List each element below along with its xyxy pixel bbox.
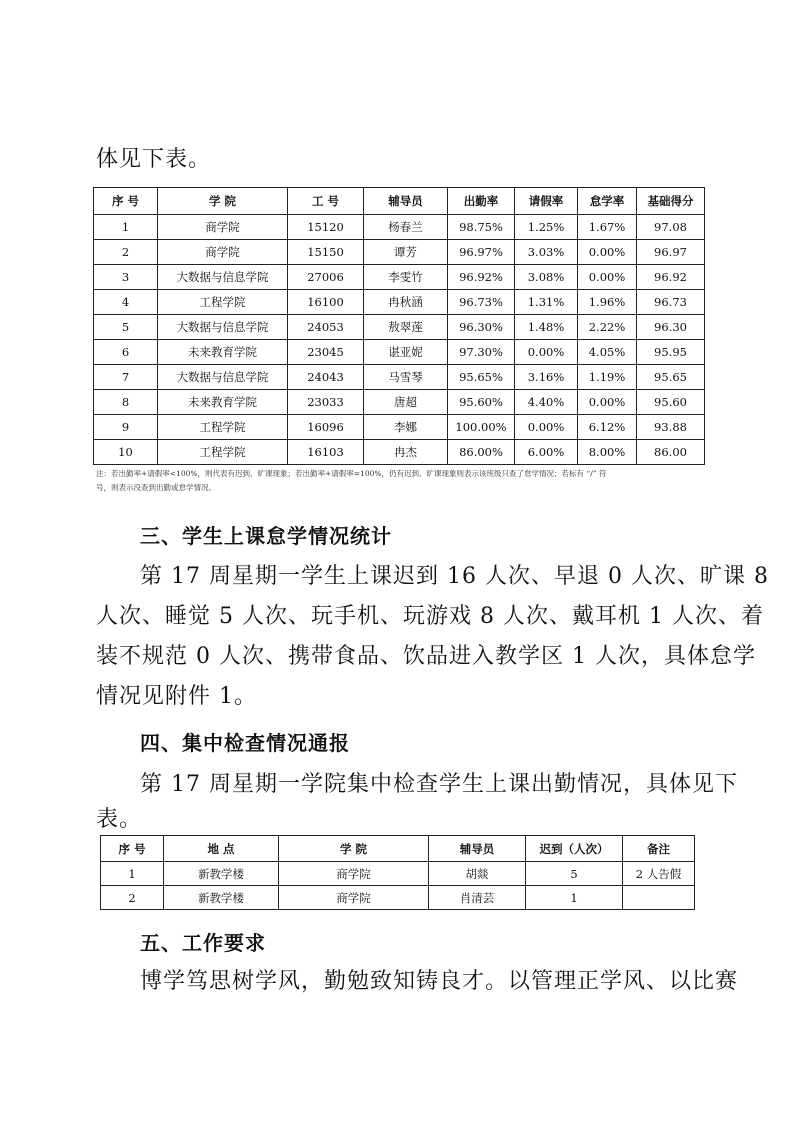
table-cell: 大数据与信息学院 [158,365,288,390]
table-cell: 1 [101,862,164,886]
table-cell: 0.00% [515,415,578,440]
table-cell: 6.12% [578,415,637,440]
table-row [94,415,705,440]
table-cell: 唐超 [364,390,448,415]
table-cell: 95.65 [637,365,705,390]
table-row [94,315,705,340]
section-3-line-2: 人次、睡觉 5 人次、玩手机、玩游戏 8 人次、戴耳机 1 人次、着 [96,604,764,629]
table-cell: 3.08% [515,265,578,290]
col-header-index: 序 号 [101,836,164,862]
table-cell: 商学院 [158,240,288,265]
table-cell: 冉秋涵 [364,290,448,315]
table-cell: 96.30% [448,315,515,340]
table-cell: 96.92 [637,265,705,290]
table-cell: 96.73 [637,290,705,315]
table-row [94,290,705,315]
table-cell: 6 [94,340,158,365]
table-cell: 24053 [288,315,364,340]
table-cell: 2 [101,886,164,910]
col-header-location: 地 点 [164,836,279,862]
table-cell: 工程学院 [158,290,288,315]
table-cell: 1 [94,215,158,240]
table-cell: 5 [94,315,158,340]
col-header-leave: 请假率 [515,188,578,215]
table-cell: 1.19% [578,365,637,390]
table-row [94,440,705,465]
table-cell: 96.92% [448,265,515,290]
table-cell: 95.95 [637,340,705,365]
col-header-late-count: 迟到（人次） [526,836,623,862]
table-note-line-1: 注：若出勤率+请假率<100%，则代表有迟到、旷课现象；若出勤率+请假率=100%，仍有迟到、旷课现象则表示该班级只查了怠学情况；若标有 “/” 符 [96,469,607,478]
table-cell: 97.08 [637,215,705,240]
table-cell: 2 [94,240,158,265]
table-cell: 1 [526,886,623,910]
table-row [101,886,695,910]
intro-text: 体见下表。 [96,147,212,172]
table-cell: 新教学楼 [164,862,279,886]
table-cell: 9 [94,415,158,440]
table-cell: 工程学院 [158,440,288,465]
table-cell: 未来教育学院 [158,340,288,365]
table-cell: 0.00% [578,265,637,290]
table-cell: 23045 [288,340,364,365]
table-cell: 86.00% [448,440,515,465]
table-cell: 未来教育学院 [158,390,288,415]
col-header-staff-id: 工 号 [288,188,364,215]
inspection-table [100,835,695,910]
table-cell: 6.00% [515,440,578,465]
table-cell: 3.03% [515,240,578,265]
table-cell: 0.00% [578,240,637,265]
col-header-index: 序 号 [94,188,158,215]
section-5-heading: 五、工作要求 [140,931,266,955]
table-cell [623,886,695,910]
table-cell: 工程学院 [158,415,288,440]
table-cell: 93.88 [637,415,705,440]
table-cell: 95.65% [448,365,515,390]
table-row [101,862,695,886]
table-cell: 胡燚 [429,862,526,886]
table-cell: 李雯竹 [364,265,448,290]
section-4-heading: 四、集中检查情况通报 [140,731,350,755]
table-cell: 1.31% [515,290,578,315]
table-cell: 8 [94,390,158,415]
table-cell: 杨春兰 [364,215,448,240]
table-cell: 1.67% [578,215,637,240]
table-cell: 新教学楼 [164,886,279,910]
table-cell: 4.40% [515,390,578,415]
table-cell: 马雪琴 [364,365,448,390]
table-cell: 2.22% [578,315,637,340]
table-cell: 肖清芸 [429,886,526,910]
table-cell: 4.05% [578,340,637,365]
col-header-score: 基础得分 [637,188,705,215]
table-cell: 86.00 [637,440,705,465]
col-header-idle: 怠学率 [578,188,637,215]
table-cell: 95.60 [637,390,705,415]
table-cell: 96.97% [448,240,515,265]
table-header-row [101,836,695,862]
table-cell: 谭芳 [364,240,448,265]
table-cell: 98.75% [448,215,515,240]
table-cell: 16103 [288,440,364,465]
table-cell: 97.30% [448,340,515,365]
table-row [94,365,705,390]
table-row [94,390,705,415]
section-5-line-1: 博学笃思树学风，勤勉致知铸良才。以管理正学风、以比赛 [140,969,739,994]
section-4-line-2: 表。 [96,807,143,832]
table-cell: 商学院 [279,862,429,886]
section-3-line-3: 装不规范 0 人次、携带食品、饮品进入教学区 1 人次，具体怠学 [96,644,756,669]
table-cell: 大数据与信息学院 [158,315,288,340]
table-cell: 95.60% [448,390,515,415]
table-cell: 4 [94,290,158,315]
counselor-score-table [93,187,705,465]
table-note [96,467,706,495]
table-row [94,215,705,240]
table-cell: 100.00% [448,415,515,440]
section-4-line-1: 第 17 周星期一学院集中检查学生上课出勤情况，具体见下 [140,772,738,797]
table-cell: 5 [526,862,623,886]
section-3-line-1: 第 17 周星期一学生上课迟到 16 人次、早退 0 人次、旷课 8 [140,564,769,589]
table-note-line-2: 号，则表示没查到出勤或怠学情况。 [96,483,216,492]
table-cell: 商学院 [158,215,288,240]
table-cell: 15150 [288,240,364,265]
table-cell: 3 [94,265,158,290]
table-cell: 2 人告假 [623,862,695,886]
col-header-counselor: 辅导员 [364,188,448,215]
table-cell: 李娜 [364,415,448,440]
table-cell: 1.25% [515,215,578,240]
table-cell: 24043 [288,365,364,390]
table-cell: 谌亚妮 [364,340,448,365]
table-cell: 16100 [288,290,364,315]
table-row [94,265,705,290]
table-cell: 8.00% [578,440,637,465]
table-cell: 商学院 [279,886,429,910]
table-cell: 27006 [288,265,364,290]
table-row [94,340,705,365]
table-cell: 大数据与信息学院 [158,265,288,290]
section-3-line-4: 情况见附件 1。 [96,684,257,709]
table-cell: 1.48% [515,315,578,340]
table-cell: 0.00% [515,340,578,365]
table-cell: 0.00% [578,390,637,415]
table-cell: 96.73% [448,290,515,315]
table-header-row [94,188,705,215]
section-3-heading: 三、学生上课怠学情况统计 [140,524,392,548]
table-cell: 1.96% [578,290,637,315]
col-header-counselor: 辅导员 [429,836,526,862]
table-cell: 3.16% [515,365,578,390]
table-cell: 7 [94,365,158,390]
col-header-remark: 备注 [623,836,695,862]
table-cell: 15120 [288,215,364,240]
table-cell: 23033 [288,390,364,415]
table-cell: 96.30 [637,315,705,340]
col-header-college: 学 院 [158,188,288,215]
table-row [94,240,705,265]
table-cell: 敖翠莲 [364,315,448,340]
col-header-attendance: 出勤率 [448,188,515,215]
col-header-college: 学 院 [279,836,429,862]
table-cell: 16096 [288,415,364,440]
table-cell: 10 [94,440,158,465]
table-cell: 冉杰 [364,440,448,465]
table-cell: 96.97 [637,240,705,265]
